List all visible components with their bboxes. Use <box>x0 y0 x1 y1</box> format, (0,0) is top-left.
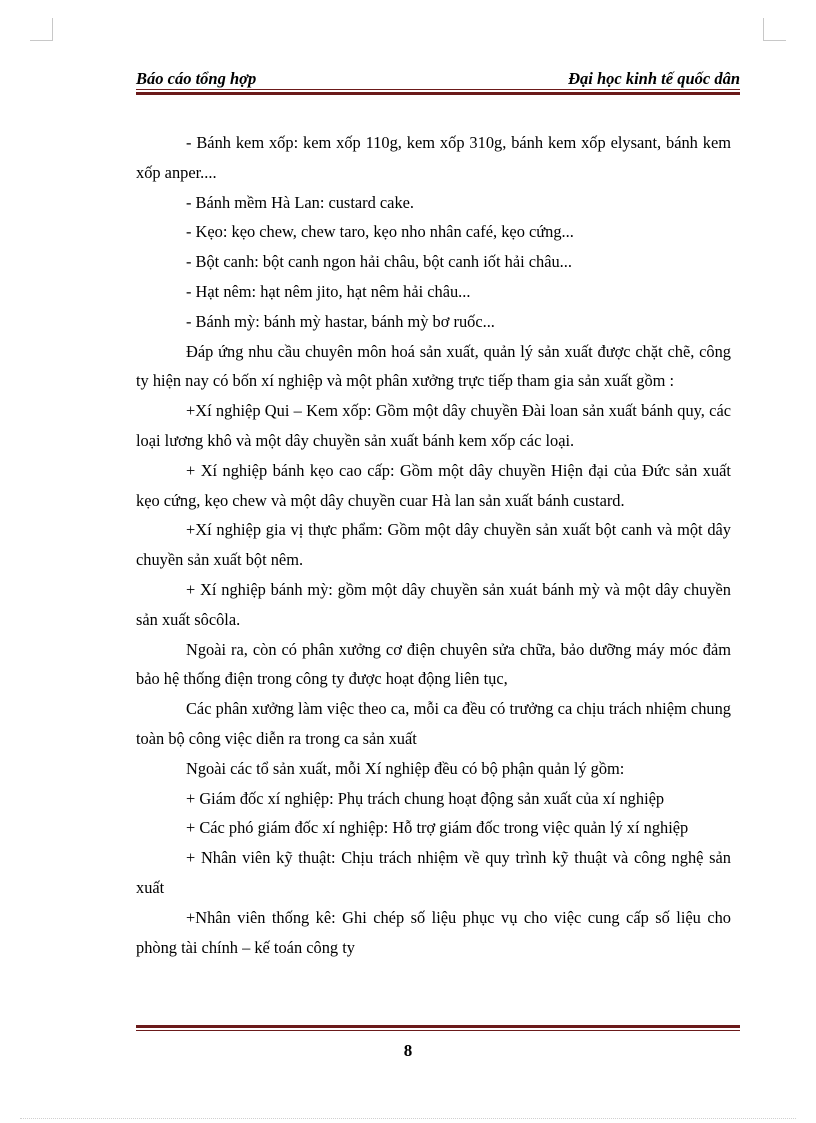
paragraph-banh-mem: - Bánh mềm Hà Lan: custard cake. <box>186 192 415 212</box>
footer-rule-thick <box>136 1025 740 1028</box>
paragraph-keo: - Kẹo: kẹo chew, chew taro, kẹo nho nhân café, kẹo cứng... <box>186 222 574 242</box>
document-body <box>136 128 731 962</box>
paragraph-pho-giam-doc: + Các phó giám đốc xí nghiệp: Hỗ trợ giám đốc trong việc quản lý xí nghiệp <box>186 818 689 838</box>
paragraph-xi-nghiep-gia-vi: +Xí nghiệp gia vị thực phẩm: Gồm một dây chuyền sản xuất bột canh và một dây chuyền sản xuất bột nêm. <box>136 520 731 570</box>
paragraph-nhan-vien-thong-ke: +Nhân viên thống kê: Ghi chép số liệu phục vụ cho việc cung cấp số liệu cho phòng tài chính – kế toán công ty <box>136 907 731 957</box>
paragraph-banh-my: - Bánh mỳ: bánh mỳ hastar, bánh mỳ bơ ruốc... <box>186 311 495 331</box>
page-corner-mark <box>763 18 786 41</box>
footer-rule-thin <box>136 1030 740 1031</box>
paragraph-bo-phan-quan-ly: Ngoài các tổ sản xuất, mỗi Xí nghiệp đều có bộ phận quản lý gồm: <box>186 758 625 778</box>
paragraph-banh-kem-xop: - Bánh kem xốp: kem xốp 110g, kem xốp 310g, bánh kem xốp elysant, bánh kem xốp anper.... <box>136 133 731 182</box>
paragraph-xi-nghiep-qui: +Xí nghiệp Qui – Kem xốp: Gồm một dây chuyền Đài loan sản xuất bánh quy, các loại lương khô và một dây chuyền sản xuất bánh kem xốp các loại. <box>136 401 731 450</box>
paragraph-hat-nem: - Hạt nêm: hạt nêm jito, hạt nêm hải châu... <box>186 281 471 301</box>
page-bottom-divider <box>20 1118 796 1119</box>
paragraph-xi-nghiep-banh-my: + Xí nghiệp bánh mỳ: gồm một dây chuyền sản xuát bánh mỳ và một dây chuyền sản xuất sôcôla. <box>136 579 731 629</box>
paragraph-nhan-vien-ky-thuat: + Nhân viên kỹ thuật: Chịu trách nhiệm về quy trình kỹ thuật và công nghệ sản xuất <box>136 848 731 897</box>
paragraph-lam-viec-theo-ca: Các phân xưởng làm việc theo ca, mỗi ca đều có trưởng ca chịu trách nhiệm chung toàn bộ công việc diễn ra trong ca sản xuất <box>136 699 731 748</box>
header-university-name: Đại học kinh tế quốc dân <box>568 69 740 88</box>
paragraph-phan-xuong-co-dien: Ngoài ra, còn có phân xưởng cơ điện chuyên sửa chữa, bảo dưỡng máy móc đảm bảo hệ thống điện trong công ty được hoạt động liên tục, <box>136 639 731 689</box>
paragraph-giam-doc: + Giám đốc xí nghiệp: Phụ trách chung hoạt động sản xuất của xí nghiệp <box>186 788 665 808</box>
paragraph-bot-canh: - Bột canh: bột canh ngon hải châu, bột canh iốt hải châu... <box>186 252 572 272</box>
header-rule-thick <box>136 92 740 95</box>
page-corner-mark <box>30 18 53 41</box>
page-header <box>136 68 740 90</box>
paragraph-chuyen-mon-hoa: Đáp ứng nhu cầu chuyên môn hoá sản xuất, quản lý sản xuất được chặt chẽ, công ty hiện nay có bốn xí nghiệp và một phân xưởng trực tiếp tham gia sản xuất gồm : <box>136 341 731 391</box>
header-rule-thin <box>136 89 740 90</box>
page-number: 8 <box>403 1041 413 1060</box>
paragraph-xi-nghiep-cao-cap: + Xí nghiệp bánh kẹo cao cấp: Gồm một dây chuyền Hiện đại của Đức sản xuất kẹo cứng, kẹo chew và một dây chuyền cuar Hà lan sản xuất bánh custard. <box>136 460 731 510</box>
header-report-title: Báo cáo tổng hợp <box>136 69 257 88</box>
